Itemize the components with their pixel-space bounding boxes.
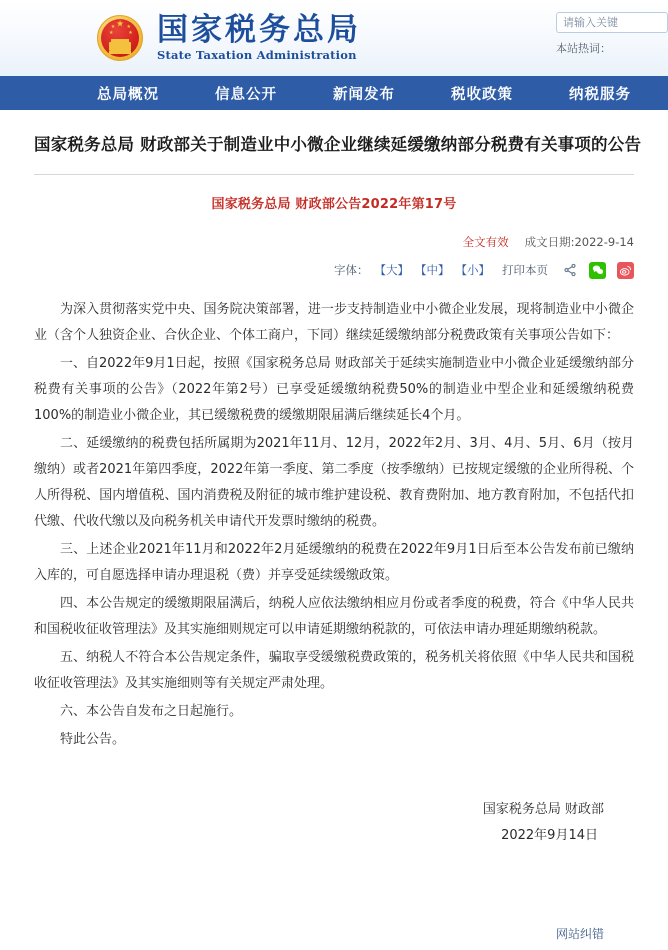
share-icon[interactable]	[562, 262, 578, 278]
emblem-star-small-1: ★	[110, 24, 116, 31]
nav-item-information-disclosure[interactable]: 信息公开	[215, 86, 277, 103]
print-page-button[interactable]: 打印本页	[502, 263, 548, 278]
status-badge: 全文有效	[462, 234, 509, 249]
nav-item-overview[interactable]: 总局概况	[97, 86, 159, 103]
document-date: 成文日期:2022-9-14	[524, 234, 634, 249]
paragraph-item-3: 三、上述企业2021年11月和2022年2月延缓缴纳的税费在2022年9月1日后至本公告发布前已缴纳入库的，可自愿选择申请办理退税（费）并享受延续缓缴政策。	[34, 541, 634, 583]
search-input[interactable]: 请输入关键	[556, 12, 668, 33]
font-size-small-button[interactable]: 【小】	[455, 263, 490, 278]
article-meta	[34, 234, 634, 250]
org-name-en: State Taxation Administration	[157, 48, 357, 63]
national-emblem-icon	[97, 15, 143, 61]
emblem-tiananmen	[109, 42, 131, 51]
article-container	[0, 133, 668, 849]
site-header	[0, 0, 668, 76]
org-name-cn: 国家税务总局	[157, 11, 361, 48]
signature-date: 2022年9月14日	[501, 827, 598, 843]
nav-item-tax-policy[interactable]: 税收政策	[451, 86, 513, 103]
main-navigation	[0, 76, 668, 110]
font-size-label: 字体：	[334, 263, 369, 278]
site-footer	[0, 916, 668, 950]
wechat-icon[interactable]	[589, 262, 606, 279]
font-size-large-button[interactable]: 【大】	[374, 263, 409, 278]
signature-block	[34, 797, 634, 849]
paragraph-item-4: 四、本公告规定的缓缴期限届满后，纳税人应依法缴纳相应月份或者季度的税费，符合《中华人民共和国税收征收管理法》及其实施细则规定可以申请延期缴纳税款的，可依法申请办理延期缴纳税款。	[34, 595, 634, 637]
page-title: 国家税务总局 财政部关于制造业中小微企业继续延缓缴纳部分税费有关事项的公告	[34, 135, 642, 154]
paragraph-item-2: 二、延缓缴纳的税费包括所属期为2021年11月、12月，2022年2月、3月、4月、5月、6月（按月缴纳）或者2021年第四季度，2022年第一季度、第二季度（按季缴纳）已按规定缓缴的企业所得税、个人所得税、国内增值税、国内消费税及附征的城市维护建设税、教育费附加、地方教育附加，不包括代扣代缴、代收代缴以及向税务机关申请代开发票时缴纳的税费。	[34, 435, 634, 529]
paragraph-item-6: 六、本公告自发布之日起施行。	[60, 703, 243, 719]
header-search-zone	[556, 12, 668, 56]
website-correction-link[interactable]: 网站纠错	[555, 926, 604, 941]
article-toolbar	[34, 262, 634, 279]
hotwords-label: 本站热词：	[556, 42, 611, 55]
brand-text	[157, 11, 361, 63]
nav-item-tax-service[interactable]: 纳税服务	[569, 86, 631, 103]
paragraph-intro: 为深入贯彻落实党中央、国务院决策部署，进一步支持制造业中小微企业发展，现将制造业中小微企业（含个人独资企业、合伙企业、个体工商户，下同）继续延缓缴纳部分税费政策有关事项公告如下：	[34, 301, 634, 343]
emblem-star-small-3: ★	[108, 29, 114, 36]
emblem-star-small-2: ★	[126, 24, 131, 31]
emblem-star-small-4: ★	[128, 29, 133, 36]
site-brand[interactable]	[97, 11, 361, 63]
article-body	[34, 297, 634, 753]
paragraph-closing: 特此公告。	[60, 731, 126, 747]
title-divider	[34, 174, 634, 175]
document-number: 国家税务总局 财政部公告2022年第17号	[211, 196, 457, 212]
emblem-star-large: ★	[115, 19, 125, 30]
font-size-medium-button[interactable]: 【中】	[415, 263, 450, 278]
paragraph-item-5: 五、纳税人不符合本公告规定条件，骗取享受缓缴税费政策的，税务机关将依照《中华人民共和国税收征收管理法》及其实施细则等有关规定严肃处理。	[34, 649, 634, 691]
nav-item-news[interactable]: 新闻发布	[333, 86, 395, 103]
paragraph-item-1: 一、自2022年9月1日起，按照《国家税务总局 财政部关于延续实施制造业中小微企业延缓缴纳部分税费有关事项的公告》（2022年第2号）已享受延缓缴纳税费50%的制造业中型企业和延缓缴纳税费100%的制造业小微企业，其已缓缴税费的缓缴期限届满后继续延长4个月。	[34, 355, 634, 423]
weibo-icon[interactable]	[617, 262, 634, 279]
signature-organization: 国家税务总局 财政部	[482, 801, 604, 817]
